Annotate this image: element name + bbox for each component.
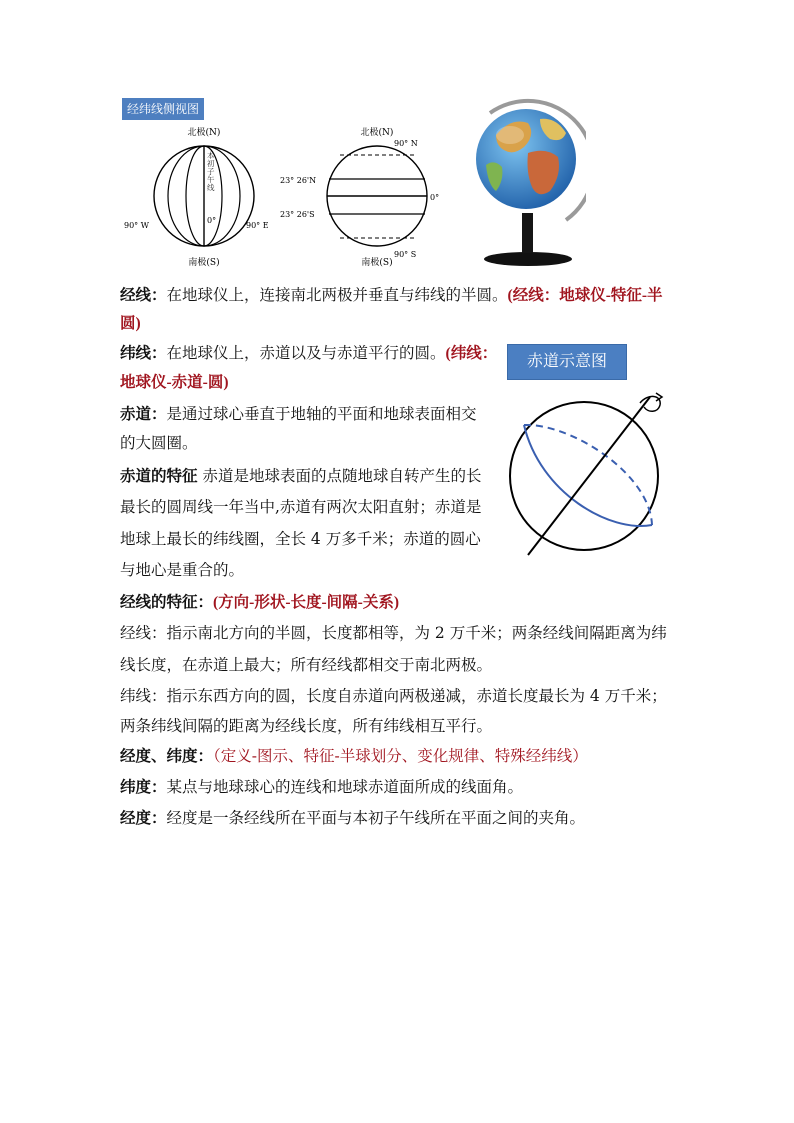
- equator-definition-line-1: [120, 404, 477, 424]
- longitude-term: 经度：: [120, 808, 167, 827]
- meridian-definition-line-1: [120, 285, 663, 306]
- longitude-text: 经度是一条经线所在平面与本初子午线所在平面之间的夹角。: [166, 809, 586, 827]
- globe-base-shadow: [484, 252, 572, 266]
- equator-features-line-2: [120, 497, 481, 517]
- equator-term: 赤道：: [120, 404, 167, 423]
- lonlat-term: 经度、纬度：: [120, 746, 214, 765]
- latitude-text: 某点与地球球心的连线和地球赤道面所成的线面角。: [166, 778, 524, 796]
- right-lat90s-label: 90° S: [394, 250, 417, 259]
- parallel-diagram: [278, 124, 448, 270]
- right-lat2326n-label: 23° 26'N: [280, 176, 317, 185]
- parallel-text: 在地球仪上，赤道以及与赤道平行的圆。: [166, 344, 446, 362]
- equator-definition-line-2: [120, 433, 198, 453]
- right-south-label: 南极(S): [361, 258, 393, 268]
- parallel-term: 纬线：: [120, 343, 167, 362]
- equator-features-b: 最长的圆周线一年当中,赤道有两次太阳直射；赤道是: [120, 498, 482, 516]
- meridian-definition-line-2: [120, 313, 141, 334]
- parallel-note-a: (纬线：: [445, 345, 498, 362]
- parallel-features-line-2: [120, 716, 492, 736]
- right-north-label: 北极(N): [360, 128, 394, 138]
- left-west-label: 90° W: [124, 221, 149, 230]
- left-north-label: 北极(N): [187, 128, 221, 138]
- meridian-diagram: [118, 124, 288, 270]
- equator-features-a: 赤道是地球表面的点随地球自转产生的长: [202, 467, 482, 485]
- equator-text-a: 是通过球心垂直于地轴的平面和地球表面相交: [166, 405, 477, 423]
- equator-features-term: 赤道的特征: [120, 466, 198, 485]
- rotation-arrow: [640, 396, 660, 411]
- meridian-note-b: 圆): [120, 315, 141, 332]
- equator-features-d: 与地心是重合的。: [120, 561, 245, 579]
- latitude-definition: [120, 777, 523, 797]
- meridian-term: 经线：: [120, 285, 167, 304]
- globe-stand: [522, 213, 533, 253]
- left-zero-label: 0°: [207, 216, 217, 225]
- parallel-features-b: 两条纬线间隔的距离为经线长度，所有纬线相互平行。: [120, 717, 493, 735]
- parallel-features-a: 纬线：指示东西方向的圆，长度自赤道向两极递减，赤道长度最长为 4 万千米；: [120, 687, 667, 705]
- right-zero-label: 0°: [430, 193, 440, 202]
- right-lat2326s-label: 23° 26'S: [280, 210, 315, 219]
- parallel-note-b: 地球仪-赤道-圆): [120, 374, 229, 391]
- lonlat-heading: [120, 746, 588, 766]
- longitude-definition: [120, 808, 585, 828]
- equator-diagram: [500, 383, 680, 558]
- left-prime-meridian-label: 本初子午线: [207, 151, 215, 192]
- equator-sphere-outline: [510, 402, 658, 550]
- side-view-tag: 经纬线侧视图: [122, 98, 204, 120]
- meridian-features-b: 线长度，在赤道上最大；所有经线都相交于南北两极。: [120, 656, 493, 674]
- equator-features-c: 地球上最长的纬线圈，全长 4 万多千米；赤道的圆心: [120, 530, 481, 548]
- meridian-note-a: (经线：地球仪-特征-半: [507, 287, 663, 304]
- right-lat90n-label: 90° N: [394, 139, 418, 148]
- line-features-note: (方向-形状-长度-间隔-关系): [213, 594, 399, 611]
- equator-features-line-4: [120, 560, 244, 580]
- equator-features-line-3: [120, 529, 481, 549]
- globe-highlight: [496, 126, 524, 144]
- lonlat-note: （定义-图示、特征-半球划分、变化规律、特殊经纬线）: [213, 747, 588, 765]
- left-east-label: 90° E: [246, 221, 269, 230]
- equator-front-arc: [524, 425, 652, 526]
- parallel-definition-line-2: [120, 372, 229, 393]
- meridian-features-line-2: [120, 655, 492, 675]
- line-features-term: 经线的特征：: [120, 592, 214, 611]
- meridian-features-a: 经线：指示南北方向的半圆，长度都相等，为 2 万千米；两条经线间隔距离为纬: [120, 624, 667, 642]
- meridian-features-line-1: [120, 623, 667, 643]
- equator-features-line-1: [120, 466, 481, 486]
- equator-diagram-tag: 赤道示意图: [507, 344, 627, 380]
- parallel-definition-line-1: [120, 343, 497, 364]
- line-features-heading: [120, 592, 399, 613]
- equator-text-b: 的大圆圈。: [120, 434, 198, 452]
- parallel-features-line-1: [120, 686, 667, 706]
- left-south-label: 南极(S): [188, 258, 220, 268]
- latitude-term: 纬度：: [120, 777, 167, 796]
- meridian-text: 在地球仪上，连接南北两极并垂直与纬线的半圆。: [166, 286, 508, 304]
- globe-photo: [466, 95, 586, 267]
